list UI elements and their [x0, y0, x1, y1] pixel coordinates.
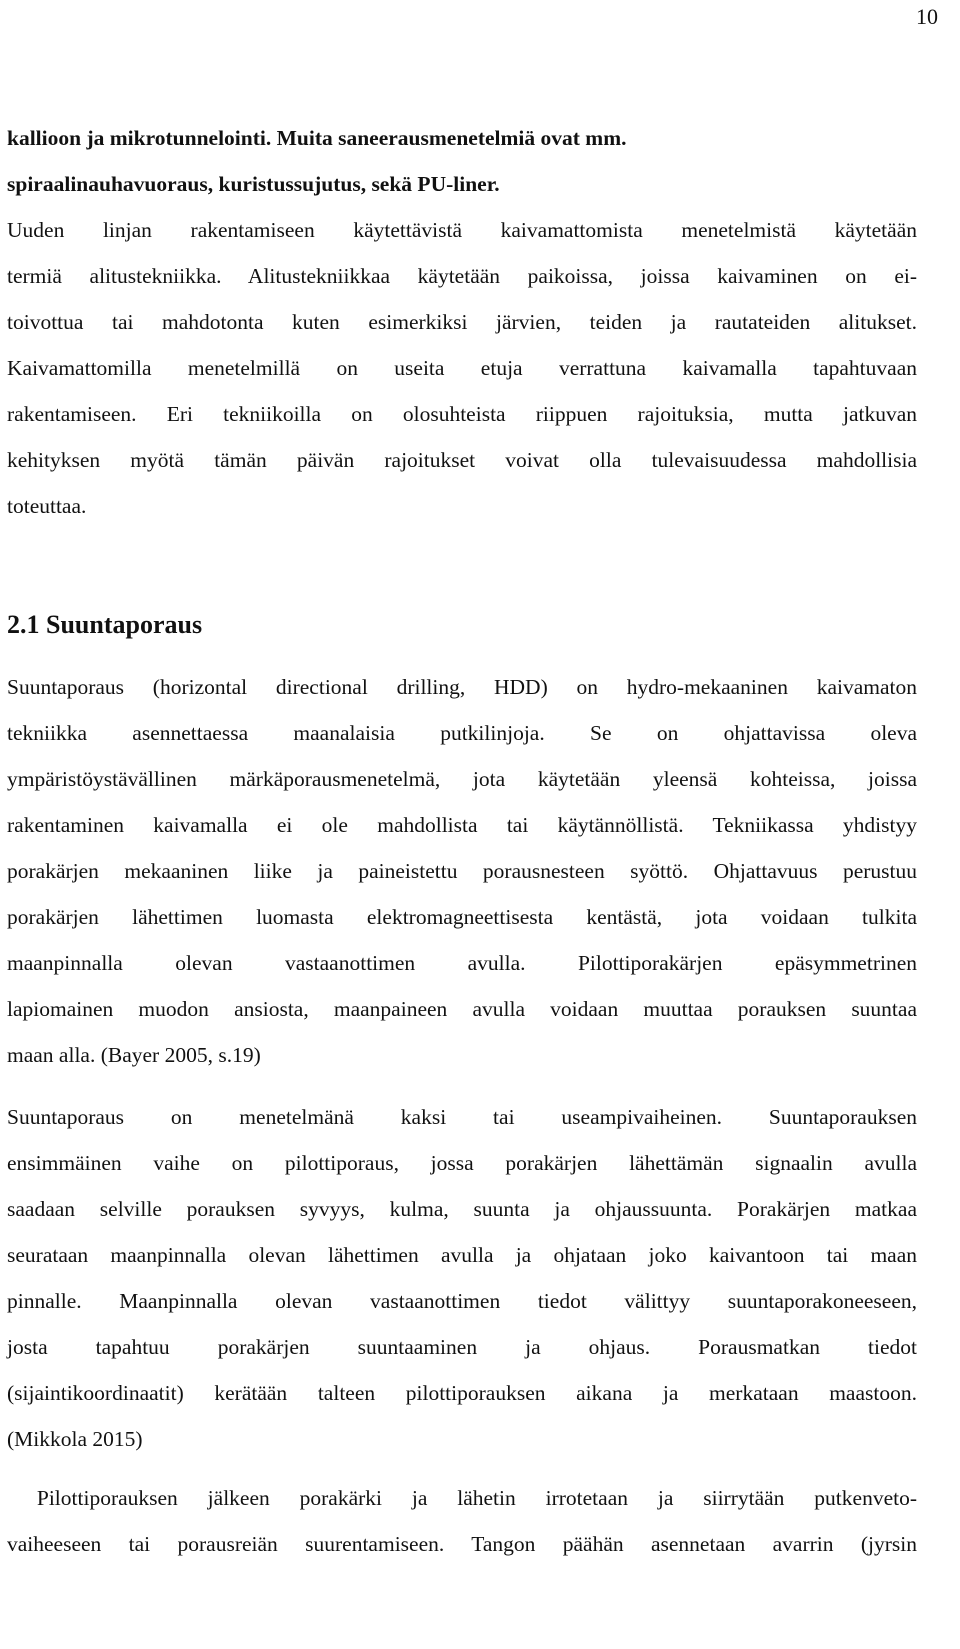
text-line: (Mikkola 2015) — [7, 1427, 143, 1451]
text-line: ensimmäinen vaihe on pilottiporaus, jossa porakärjen lähettämän signaalin avulla — [7, 1151, 917, 1175]
text-line: (sijaintikoordinaatit) kerätään talteen pilottiporauksen aikana ja merkataan maastoon. — [7, 1381, 917, 1405]
text-line: Suuntaporaus (horizontal directional drilling, HDD) on hydro-mekaaninen kaivamaton — [7, 675, 917, 699]
text-line: rakentaminen kaivamalla ei ole mahdollista tai käytännöllistä. Tekniikassa yhdistyy — [7, 813, 917, 837]
bold-line: spiraalinauhavuoraus, kuristussujutus, sekä PU-liner. — [7, 172, 500, 196]
section-heading: 2.1 Suuntaporaus — [7, 610, 203, 639]
text-line: toteuttaa. — [7, 494, 87, 518]
intro-text — [7, 115, 917, 529]
paragraph-3 — [7, 1475, 917, 1567]
text-line: porakärjen mekaaninen liike ja paineistettu porausnesteen syöttö. Ohjattavuus perustuu — [7, 859, 917, 883]
page-number: 10 — [916, 4, 938, 29]
text-line: ympäristöystävällinen märkäporausmenetelmä, jota käytetään yleensä kohteissa, joissa — [7, 767, 917, 791]
text-line: porakärjen lähettimen luomasta elektromagneettisesta kentästä, jota voidaan tulkita — [7, 905, 917, 929]
text-line: tekniikka asennettaessa maanalaisia putkilinjoja. Se on ohjattavissa oleva — [7, 721, 917, 745]
text-line: Kaivamattomilla menetelmillä on useita etuja verrattuna kaivamalla tapahtuvaan — [7, 356, 917, 380]
text-line: josta tapahtuu porakärjen suuntaaminen ja ohjaus. Porausmatkan tiedot — [7, 1335, 917, 1359]
text-line: Pilottiporauksen jälkeen porakärki ja lähetin irrotetaan ja siirrytään putkenveto- — [7, 1486, 917, 1510]
text-line: kehityksen myötä tämän päivän rajoitukset voivat olla tulevaisuudessa mahdollisia — [7, 448, 917, 472]
text-line: toivottua tai mahdotonta kuten esimerkiksi järvien, teiden ja rautateiden alitukset. — [7, 310, 917, 334]
paragraph-2 — [7, 1094, 917, 1462]
text-line: Suuntaporaus on menetelmänä kaksi tai useampivaiheinen. Suuntaporauksen — [7, 1105, 917, 1129]
text-line: lapiomainen muodon ansiosta, maanpaineen avulla voidaan muuttaa porauksen suuntaa — [7, 997, 917, 1021]
paragraph-1 — [7, 664, 917, 1078]
text-line: pinnalle. Maanpinnalla olevan vastaanottimen tiedot välittyy suuntaporakoneeseen, — [7, 1289, 917, 1313]
text-line: maanpinnalla olevan vastaanottimen avulla. Pilottiporakärjen epäsymmetrinen — [7, 951, 917, 975]
bold-line: kallioon ja mikrotunnelointi. Muita saneerausmenetelmiä ovat mm. — [7, 126, 627, 150]
text-line: termiä alitustekniikka. Alitustekniikkaa käytetään paikoissa, joissa kaivaminen on ei- — [7, 264, 917, 288]
text-line: vaiheeseen tai porausreiän suurentamiseen. Tangon päähän asennetaan avarrin (jyrsin — [7, 1532, 917, 1556]
text-line: seurataan maanpinnalla olevan lähettimen avulla ja ohjataan joko kaivantoon tai maan — [7, 1243, 917, 1267]
text-line: rakentamiseen. Eri tekniikoilla on olosuhteista riippuen rajoituksia, mutta jatkuvan — [7, 402, 917, 426]
text-line: Uuden linjan rakentamiseen käytettävistä kaivamattomista menetelmistä käytetään — [7, 218, 917, 242]
text-line: saadaan selville porauksen syvyys, kulma, suunta ja ohjaussuunta. Porakärjen matkaa — [7, 1197, 917, 1221]
text-line: maan alla. (Bayer 2005, s.19) — [7, 1043, 261, 1067]
